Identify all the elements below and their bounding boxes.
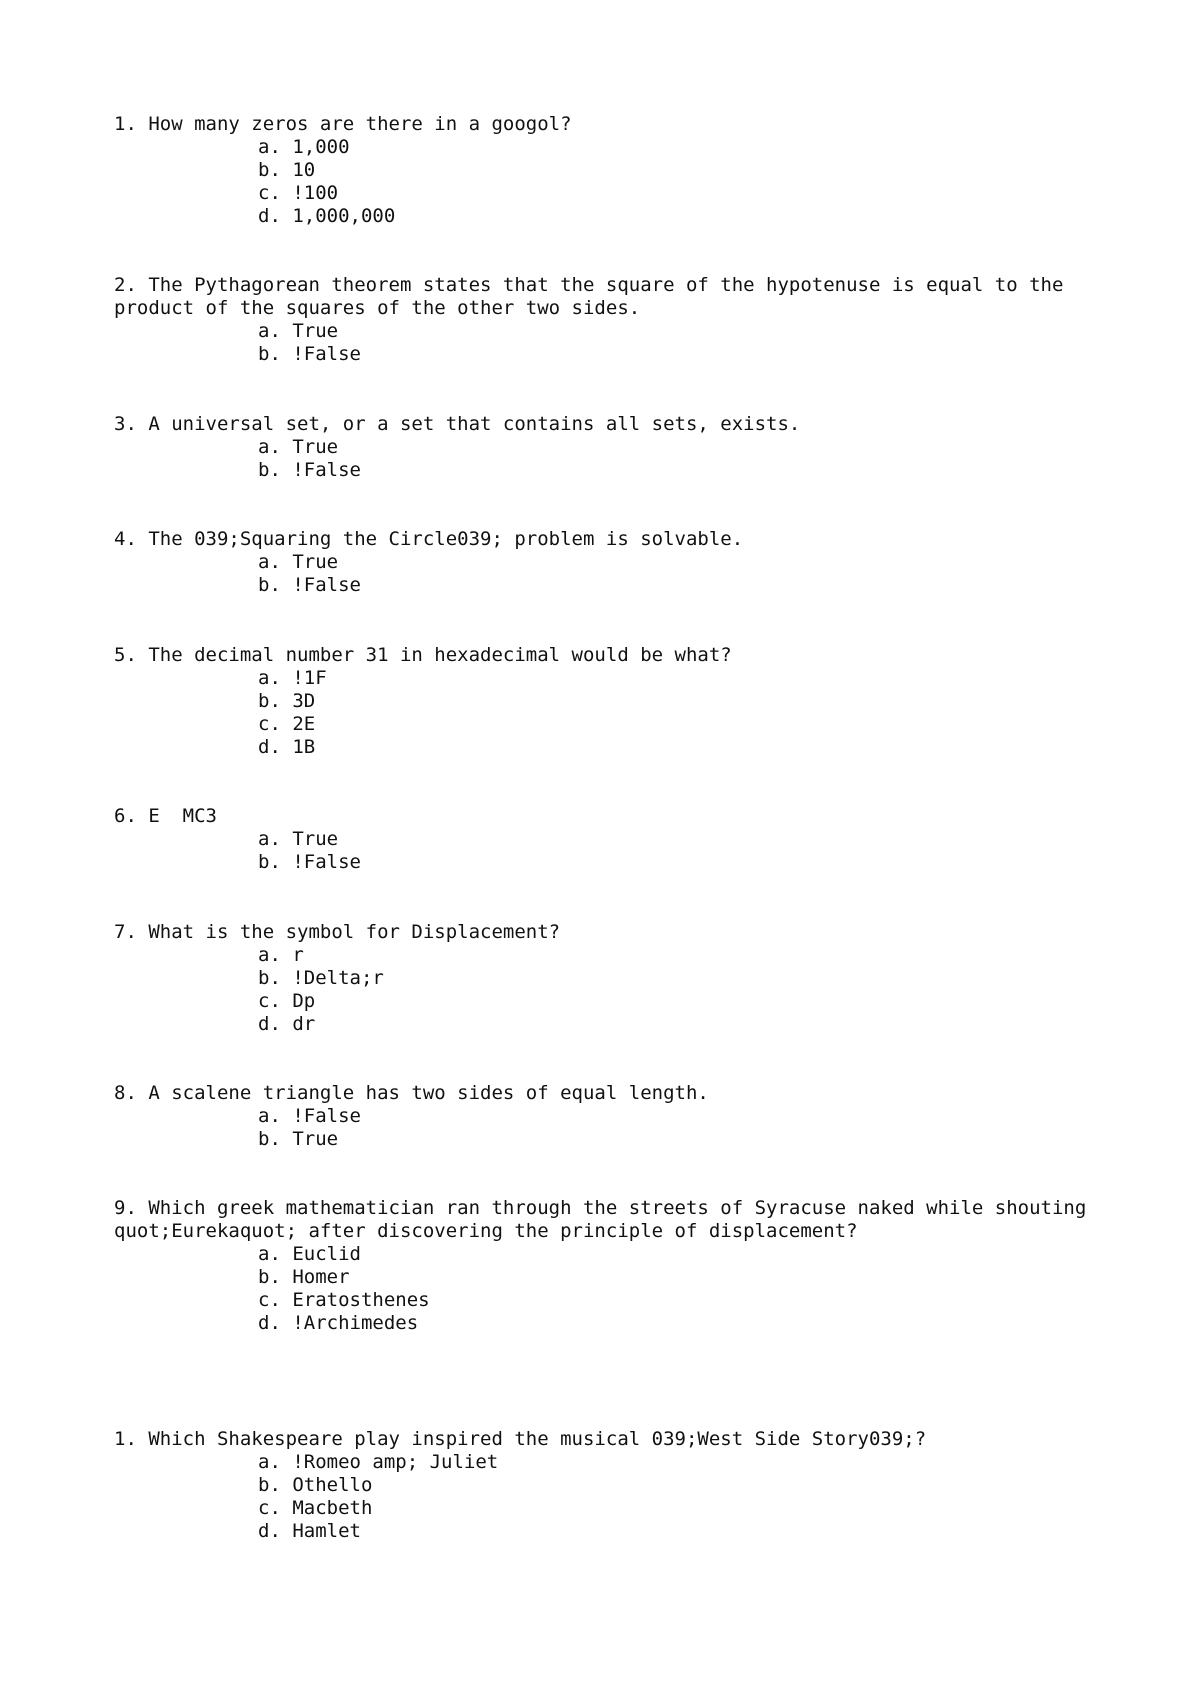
answer-option: b. 10: [258, 159, 316, 181]
answer-options: [114, 320, 1094, 366]
question-4: [114, 528, 1094, 597]
answer-option: c. Macbeth: [258, 1497, 373, 1519]
question-3: [114, 413, 1094, 482]
answer-option: b. !False: [258, 343, 361, 365]
question-10: [114, 1428, 1094, 1543]
question-text: 5. The decimal number 31 in hexadecimal would be what?: [114, 644, 732, 666]
answer-option: c. Eratosthenes: [258, 1289, 430, 1311]
question-text: 3. A universal set, or a set that contains all sets, exists.: [114, 413, 801, 435]
answer-options: [114, 436, 1094, 482]
answer-option: d. 1B: [258, 736, 316, 758]
answer-option: d. 1,000,000: [258, 205, 396, 227]
answer-option: c. Dp: [258, 990, 316, 1012]
answer-option: b. True: [258, 1128, 339, 1150]
question-5: [114, 644, 1094, 759]
question-text: 9. Which greek mathematician ran through the streets of Syracuse naked while shouting quot;Eurekaquot; after discovering the principle of displacement?: [114, 1197, 1098, 1242]
answer-option: b. Homer: [258, 1266, 350, 1288]
answer-options: [114, 944, 1094, 1036]
question-7: [114, 921, 1094, 1036]
answer-option: a. True: [258, 320, 339, 342]
question-text: 2. The Pythagorean theorem states that the square of the hypotenuse is equal to the product of the squares of the other two sides.: [114, 274, 1075, 319]
answer-option: b. !False: [258, 459, 361, 481]
answer-option: b. !False: [258, 574, 361, 596]
answer-option: a. True: [258, 551, 339, 573]
answer-option: b. !False: [258, 851, 361, 873]
answer-option: a. !False: [258, 1105, 361, 1127]
answer-options: [114, 1105, 1094, 1151]
answer-option: d. !Archimedes: [258, 1312, 419, 1334]
question-text: 8. A scalene triangle has two sides of equal length.: [114, 1082, 709, 1104]
question-8: [114, 1082, 1094, 1151]
answer-option: a. 1,000: [258, 136, 350, 158]
answer-option: c. !100: [258, 182, 339, 204]
answer-option: a. !Romeo amp; Juliet: [258, 1451, 499, 1473]
question-text: 7. What is the symbol for Displacement?: [114, 921, 561, 943]
answer-option: b. !Delta;r: [258, 967, 384, 989]
answer-option: b. 3D: [258, 690, 316, 712]
question-text: 6. E MC3: [114, 805, 217, 827]
answer-option: d. dr: [258, 1013, 316, 1035]
answer-options: [114, 1451, 1094, 1543]
question-6: [114, 805, 1094, 874]
answer-option: a. True: [258, 828, 339, 850]
answer-option: d. Hamlet: [258, 1520, 361, 1542]
answer-option: c. 2E: [258, 713, 316, 735]
answer-option: a. r: [258, 944, 304, 966]
answer-options: [114, 551, 1094, 597]
answer-options: [114, 1243, 1094, 1335]
question-text: 4. The 039;Squaring the Circle039; problem is solvable.: [114, 528, 744, 550]
answer-options: [114, 136, 1094, 228]
answer-option: a. True: [258, 436, 339, 458]
question-2: [114, 274, 1094, 366]
answer-option: a. !1F: [258, 667, 327, 689]
question-1: [114, 113, 1094, 228]
question-text: 1. How many zeros are there in a googol?: [114, 113, 572, 135]
answer-options: [114, 667, 1094, 759]
answer-option: b. Othello: [258, 1474, 373, 1496]
question-9: [114, 1197, 1098, 1335]
question-text: 1. Which Shakespeare play inspired the musical 039;West Side Story039;?: [114, 1428, 927, 1450]
answer-options: [114, 828, 1094, 874]
answer-option: a. Euclid: [258, 1243, 361, 1265]
